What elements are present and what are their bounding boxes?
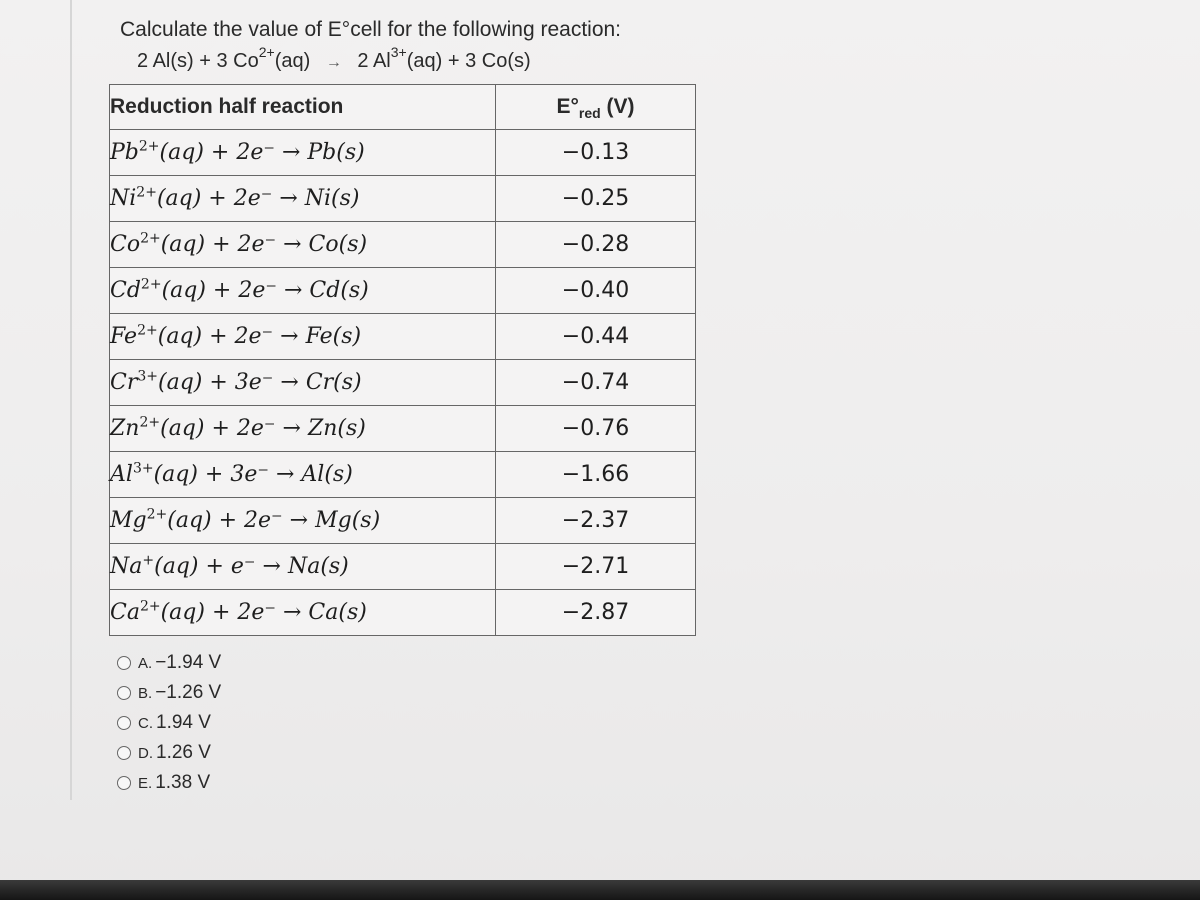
reaction-left-b: (aq) bbox=[274, 50, 311, 72]
option-letter: A. bbox=[138, 654, 153, 672]
potential-value-cell: −0.13 bbox=[496, 130, 696, 176]
potential-value-cell: −0.28 bbox=[496, 222, 696, 268]
reaction-arrow: → bbox=[325, 54, 342, 71]
potential-value-cell: −1.66 bbox=[496, 452, 696, 498]
ion-charge: + bbox=[142, 552, 155, 569]
half-reaction-rest: (aq) + e⁻ → Na(s) bbox=[154, 554, 349, 579]
header-standard-potential bbox=[496, 85, 696, 130]
potential-value-cell: −0.74 bbox=[496, 360, 696, 406]
overall-reaction bbox=[137, 44, 531, 73]
ion-charge: 2+ bbox=[138, 138, 160, 155]
half-reaction-rest: (aq) + 2e⁻ → Cd(s) bbox=[161, 278, 369, 303]
radio-button-icon[interactable] bbox=[117, 746, 131, 760]
ion-symbol: Co bbox=[110, 232, 141, 257]
answer-option[interactable] bbox=[117, 648, 221, 678]
option-text: 1.94 V bbox=[156, 712, 211, 733]
table-row bbox=[110, 314, 696, 360]
half-reaction-rest: (aq) + 2e⁻ → Co(s) bbox=[160, 232, 368, 257]
half-reaction-cell bbox=[110, 360, 496, 406]
radio-button-icon[interactable] bbox=[117, 656, 131, 670]
half-reaction-cell bbox=[110, 498, 496, 544]
potential-value-cell: −2.37 bbox=[496, 498, 696, 544]
potential-value-cell: −0.76 bbox=[496, 406, 696, 452]
reaction-right-b: (aq) + 3 Co(s) bbox=[406, 50, 531, 72]
potential-value-cell: −2.87 bbox=[496, 590, 696, 636]
header-potential-subscript: red bbox=[578, 105, 601, 122]
ion-symbol: Al bbox=[110, 462, 133, 487]
ion-symbol: Zn bbox=[110, 416, 140, 441]
question-prompt: Calculate the value of E°cell for the following reaction: bbox=[120, 18, 622, 41]
half-reaction-cell bbox=[110, 406, 496, 452]
radio-button-icon[interactable] bbox=[117, 686, 131, 700]
ion-charge: 2+ bbox=[139, 598, 161, 615]
potential-value-cell: −0.25 bbox=[496, 176, 696, 222]
ion-charge: 2+ bbox=[140, 230, 161, 247]
ion-symbol: Mg bbox=[110, 508, 147, 533]
answer-option[interactable] bbox=[117, 738, 221, 768]
option-text: −1.26 V bbox=[155, 682, 222, 703]
table-body bbox=[110, 130, 696, 636]
header-reduction-half-reaction: Reduction half reaction bbox=[110, 85, 496, 130]
table-row bbox=[110, 544, 696, 590]
table-row bbox=[110, 360, 696, 406]
option-text: 1.26 V bbox=[156, 742, 211, 763]
reaction-right-a: 2 Al bbox=[357, 50, 391, 72]
table-row bbox=[110, 498, 696, 544]
reaction-cobalt-charge: 2+ bbox=[258, 44, 275, 61]
table-row bbox=[110, 176, 696, 222]
ion-symbol: Ca bbox=[110, 600, 140, 625]
header-potential-unit: (V) bbox=[600, 95, 635, 118]
table-header-row bbox=[110, 85, 696, 130]
table-row bbox=[110, 268, 696, 314]
half-reaction-rest: (aq) + 3e⁻ → Al(s) bbox=[153, 462, 353, 487]
header-potential-symbol: E° bbox=[556, 95, 579, 118]
half-reaction-rest: (aq) + 2e⁻ → Ni(s) bbox=[156, 186, 360, 211]
reduction-potential-table bbox=[109, 84, 696, 636]
ion-symbol: Pb bbox=[110, 140, 139, 165]
ion-charge: 2+ bbox=[137, 322, 158, 339]
table-row bbox=[110, 222, 696, 268]
table-row bbox=[110, 406, 696, 452]
option-letter: E. bbox=[138, 774, 153, 792]
ion-charge: 2+ bbox=[140, 276, 162, 293]
screen-bezel bbox=[0, 880, 1200, 900]
reaction-aluminum-charge: 3+ bbox=[390, 44, 407, 61]
option-text: 1.38 V bbox=[155, 772, 211, 793]
half-reaction-rest: (aq) + 2e⁻ → Pb(s) bbox=[159, 140, 365, 165]
reaction-left-a: 2 Al(s) + 3 Co bbox=[137, 50, 259, 72]
ion-charge: 2+ bbox=[139, 414, 161, 431]
radio-button-icon[interactable] bbox=[117, 776, 131, 790]
option-letter: B. bbox=[138, 684, 153, 702]
half-reaction-cell bbox=[110, 130, 496, 176]
potential-value-cell: −0.44 bbox=[496, 314, 696, 360]
ion-symbol: Cd bbox=[110, 278, 141, 303]
ion-symbol: Na bbox=[110, 554, 143, 579]
half-reaction-cell bbox=[110, 222, 496, 268]
half-reaction-cell bbox=[110, 590, 496, 636]
half-reaction-cell bbox=[110, 544, 496, 590]
half-reaction-rest: (aq) + 2e⁻ → Ca(s) bbox=[160, 600, 367, 625]
option-text: −1.94 V bbox=[155, 652, 222, 673]
ion-symbol: Ni bbox=[110, 186, 137, 211]
ion-charge: 2+ bbox=[146, 506, 168, 523]
half-reaction-rest: (aq) + 2e⁻ → Mg(s) bbox=[167, 508, 381, 533]
ion-symbol: Fe bbox=[110, 324, 138, 349]
answer-option[interactable] bbox=[117, 678, 221, 708]
half-reaction-rest: (aq) + 2e⁻ → Zn(s) bbox=[160, 416, 366, 441]
option-letter: C. bbox=[138, 714, 153, 732]
table-row bbox=[110, 452, 696, 498]
ion-symbol: Cr bbox=[110, 370, 138, 395]
half-reaction-cell bbox=[110, 176, 496, 222]
option-letter: D. bbox=[138, 744, 153, 762]
answer-option[interactable] bbox=[117, 768, 221, 798]
ion-charge: 2+ bbox=[136, 184, 157, 201]
potential-value-cell: −0.40 bbox=[496, 268, 696, 314]
half-reaction-cell bbox=[110, 268, 496, 314]
ion-charge: 3+ bbox=[137, 368, 158, 385]
answer-options bbox=[117, 648, 221, 798]
answer-option[interactable] bbox=[117, 708, 221, 738]
radio-button-icon[interactable] bbox=[117, 716, 131, 730]
half-reaction-rest: (aq) + 3e⁻ → Cr(s) bbox=[158, 370, 362, 395]
half-reaction-cell bbox=[110, 452, 496, 498]
potential-value-cell: −2.71 bbox=[496, 544, 696, 590]
table-row bbox=[110, 130, 696, 176]
ion-charge: 3+ bbox=[132, 460, 154, 477]
half-reaction-rest: (aq) + 2e⁻ → Fe(s) bbox=[157, 324, 362, 349]
table-row bbox=[110, 590, 696, 636]
half-reaction-cell bbox=[110, 314, 496, 360]
